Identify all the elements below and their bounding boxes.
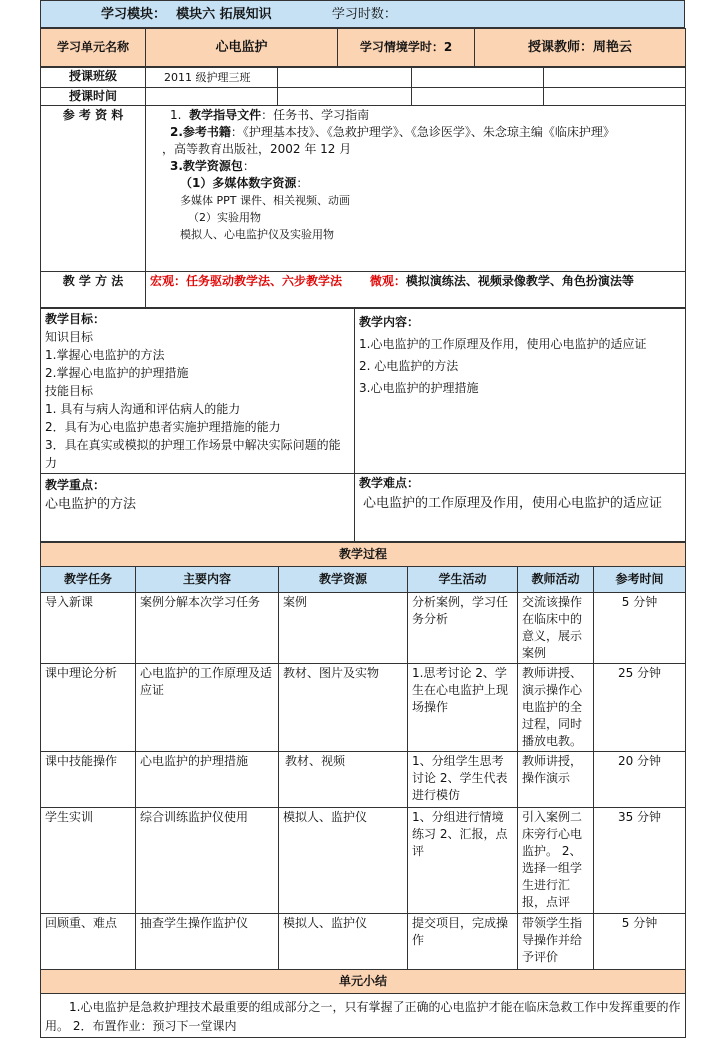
methods-micro-label: 微观： <box>369 274 406 288</box>
cell-time: 35 分钟 <box>594 808 686 914</box>
cell-time: 5 分钟 <box>594 593 686 664</box>
cell-time: 5 分钟 <box>594 914 686 970</box>
methods-label: 教 学 方 法 <box>41 272 146 308</box>
ref-l4-bold: 3.教学资源包 <box>170 159 243 173</box>
module-value: 模块六 拓展知识 <box>176 6 272 22</box>
objectives-cell <box>41 309 355 474</box>
reference-label: 参 考 资 料 <box>41 106 146 272</box>
objective-line: 技能目标 <box>45 384 94 398</box>
cell-resource: 教材、图片及实物 <box>279 664 408 752</box>
col-header-task: 教学任务 <box>41 567 136 593</box>
objective-line: 2．具有为心电监护患者实施护理措施的能力 <box>45 420 281 434</box>
key-points-text: 心电监护的方法 <box>45 497 137 512</box>
objective-line: 1.掌握心电监护的方法 <box>45 348 165 362</box>
cell-task: 学生实训 <box>41 808 136 914</box>
content-cell <box>355 309 686 474</box>
content-line: 2. 心电监护的方法 <box>359 359 459 373</box>
methods-macro: 宏观：任务驱动教学法、六步教学法 <box>150 274 343 288</box>
col-header-resource: 教学资源 <box>279 567 408 593</box>
ref-l2-text: ：《护理基本技》、《急救护理学》、《急诊医学》、朱念琼主编《临床护理》 <box>230 125 615 139</box>
time-label: 授课时间 <box>41 88 146 106</box>
ref-line-2 <box>162 124 681 141</box>
unit-hours: 学习情境学时：2 <box>338 29 475 67</box>
cell-teacher: 交流该操作在临床中的意义，展示案例 <box>518 593 594 664</box>
cell-student: 分析案例，学习任务分析 <box>408 593 518 664</box>
objectives-table <box>40 308 686 542</box>
unit-row <box>40 28 686 67</box>
cell-student: 1、分组进行情境练习 2、汇报，点评 <box>408 808 518 914</box>
class-empty-1 <box>278 68 412 88</box>
difficulties-title: 教学难点： <box>359 476 420 490</box>
cell-content: 心电监护的工作原理及适应证 <box>136 664 279 752</box>
cell-teacher: 教师讲授、演示操作心电监护的全过程，同时播放电教。 <box>518 664 594 752</box>
ref-line-4 <box>162 158 681 175</box>
ref-l1-bold: 教学指导文件 <box>189 108 262 122</box>
cell-student: 1、分组学生思考讨论 2、学生代表进行模仿 <box>408 752 518 808</box>
table-row <box>41 808 686 914</box>
table-row <box>41 914 686 970</box>
content-line: 1.心电监护的工作原理及作用，使用心电监护的适应证 <box>359 337 647 351</box>
ref-line-8: 模拟人、心电监护仪及实验用物 <box>180 228 334 241</box>
table-row <box>41 593 686 664</box>
class-value: 2011 级护理三班 <box>146 68 278 88</box>
cell-time: 25 分钟 <box>594 664 686 752</box>
cell-content: 心电监护的护理措施 <box>136 752 279 808</box>
module-label: 学习模块： <box>101 6 167 22</box>
cell-resource: 教材、视频 <box>279 752 408 808</box>
cell-resource: 案例 <box>279 593 408 664</box>
ref-line-5 <box>162 175 681 192</box>
summary-title: 单元小结 <box>41 970 686 994</box>
content-line: 3.心电监护的护理措施 <box>359 381 479 395</box>
col-header-student: 学生活动 <box>408 567 518 593</box>
objective-line: 3．具在真实或模拟的护理工作场景中解决实际问题的能力 <box>45 438 341 470</box>
time-empty-2 <box>278 88 412 106</box>
cell-task: 导入新课 <box>41 593 136 664</box>
cell-student: 提交项目，完成操作 <box>408 914 518 970</box>
time-empty-4 <box>544 88 686 106</box>
difficulties-cell <box>355 474 686 542</box>
key-points-cell <box>41 474 355 542</box>
cell-content: 案例分解本次学习任务 <box>136 593 279 664</box>
ref-line-3: ，高等教育出版社，2002 年 12 月 <box>162 142 352 156</box>
lesson-plan <box>40 0 685 1038</box>
module-header-cell <box>41 1 685 28</box>
unit-name-label: 学习单元名称 <box>41 29 146 67</box>
cell-content: 综合训练监护仪使用 <box>136 808 279 914</box>
key-points-title: 教学重点： <box>45 478 106 492</box>
ref-l1-text: ：任务书、学习指南 <box>261 108 370 122</box>
objective-line: 1. 具有与病人沟通和评估病人的能力 <box>45 402 241 416</box>
ref-l5-bold: （1）多媒体数字资源 <box>180 176 297 190</box>
cell-task: 课中技能操作 <box>41 752 136 808</box>
reference-content <box>146 106 686 272</box>
objective-line: 2.掌握心电监护的护理措施 <box>45 366 189 380</box>
methods-micro-text: 模拟演练法、视频录像教学、角色扮演法等 <box>405 274 634 288</box>
objectives-title: 教学目标： <box>45 312 106 326</box>
cell-content: 抽查学生操作监护仪 <box>136 914 279 970</box>
ref-l4-text: ： <box>242 159 255 173</box>
table-row <box>41 752 686 808</box>
content-title: 教学内容： <box>359 315 420 329</box>
methods-content <box>146 272 686 308</box>
cell-student: 1.思考讨论 2、学生在心电监护上现场操作 <box>408 664 518 752</box>
cell-teacher: 带领学生指导操作并给予评价 <box>518 914 594 970</box>
class-empty-2 <box>412 68 544 88</box>
cell-teacher: 教师讲授，操作演示 <box>518 752 594 808</box>
objective-line: 知识目标 <box>45 330 94 344</box>
ref-line-6: 多媒体 PPT 课件、相关视频、动画 <box>180 194 350 207</box>
cell-time: 20 分钟 <box>594 752 686 808</box>
ref-line-1 <box>162 107 681 124</box>
summary-text: 1.心电监护是急救护理技术最重要的组成部分之一，只有掌握了正确的心电监护才能在临床急救工作中发挥重要的作用。 2．布置作业：预习下一堂课内 <box>41 994 686 1038</box>
ref-l2-bold: 2.参考书籍 <box>170 125 231 139</box>
time-empty-1 <box>146 88 278 106</box>
col-header-time: 参考时间 <box>594 567 686 593</box>
difficulties-text: 心电监护的工作原理及作用，使用心电监护的适应证 <box>363 496 663 511</box>
time-empty-3 <box>412 88 544 106</box>
cell-teacher: 引入案例二床旁行心电监护。 2、选择一组学生进行汇报，点评 <box>518 808 594 914</box>
unit-teacher: 授课教师：周艳云 <box>475 29 686 67</box>
table-row <box>41 664 686 752</box>
process-title: 教学过程 <box>41 543 686 567</box>
col-header-content: 主要内容 <box>136 567 279 593</box>
ref-l5-text: ： <box>296 176 309 190</box>
info-table <box>40 67 686 308</box>
class-empty-3 <box>544 68 686 88</box>
col-header-teacher: 教师活动 <box>518 567 594 593</box>
ref-l1-num: 1. <box>170 108 182 122</box>
class-label: 授课班级 <box>41 68 146 88</box>
cell-task: 回顾重、难点 <box>41 914 136 970</box>
cell-resource: 模拟人、监护仪 <box>279 808 408 914</box>
module-header <box>40 0 685 28</box>
ref-line-7: （2）实验用物 <box>188 211 261 224</box>
process-table <box>40 542 686 1038</box>
cell-resource: 模拟人、监护仪 <box>279 914 408 970</box>
unit-name-value: 心电监护 <box>146 29 338 67</box>
hours-label: 学习时数： <box>331 6 397 22</box>
cell-task: 课中理论分析 <box>41 664 136 752</box>
